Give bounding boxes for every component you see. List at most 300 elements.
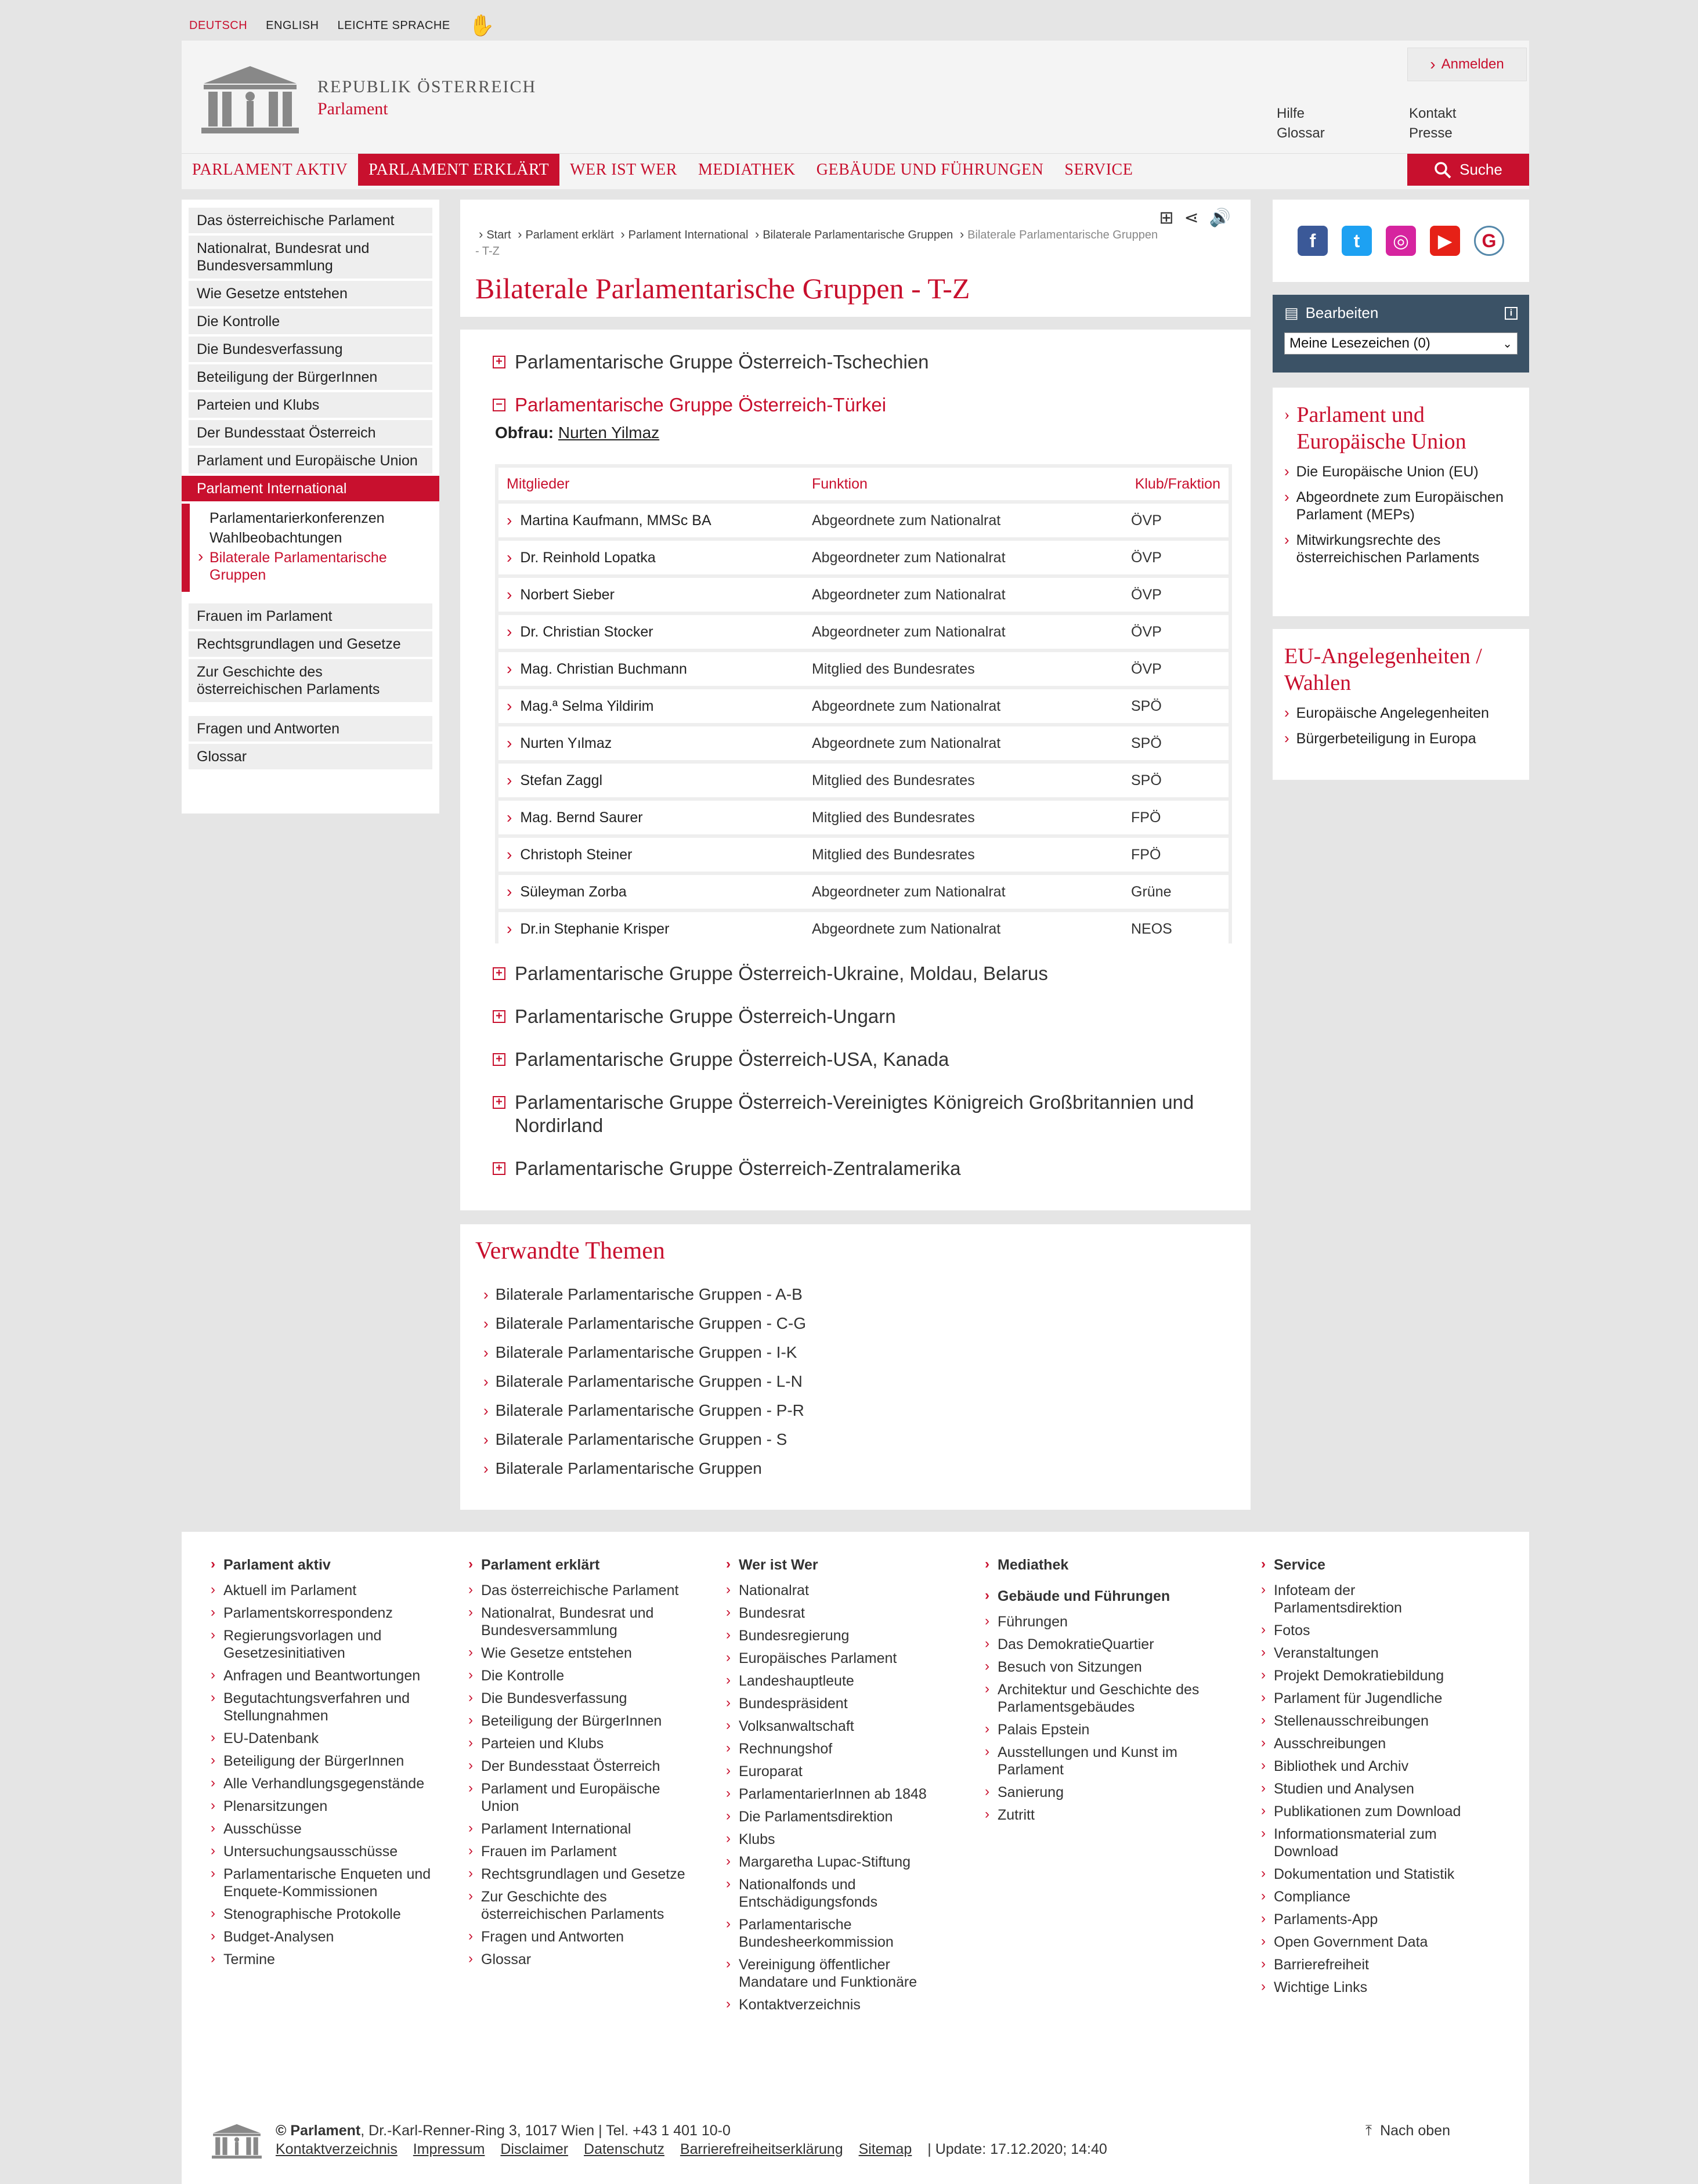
footer-link-label: Alle Verhandlungsgegenstände xyxy=(223,1776,425,1792)
chairperson-name-link[interactable]: Nurten Yilmaz xyxy=(558,424,660,442)
lang-leichte-sprache[interactable]: LEICHTE SPRACHE xyxy=(337,19,450,32)
footer-link-label: Anfragen und Beantwortungen xyxy=(223,1668,421,1684)
logo-text-line2: Parlament xyxy=(317,99,388,118)
search-icon xyxy=(1434,161,1451,179)
login-button[interactable] xyxy=(1407,48,1527,81)
chevron-right-icon: › xyxy=(468,1843,473,1858)
footer-link[interactable] xyxy=(1261,1667,1487,1684)
chevron-right-icon: › xyxy=(1261,1690,1266,1705)
footer-link[interactable] xyxy=(211,1730,437,1747)
chevron-right-icon: › xyxy=(468,1604,473,1620)
footer-link-label: Parlament für Jugendliche xyxy=(1274,1690,1443,1706)
eu-teaser-title[interactable]: › Parlament und Europäische Union xyxy=(1284,402,1518,455)
table-row[interactable] xyxy=(498,504,1229,537)
table-row[interactable] xyxy=(498,541,1229,574)
footer-link-label: Europäisches Parlament xyxy=(739,1650,897,1666)
breadcrumb-item[interactable]: Parlament International xyxy=(628,229,749,241)
leftnav-item[interactable]: Das österreichische Parlament xyxy=(189,208,432,233)
table-row[interactable] xyxy=(498,578,1229,612)
site-logo[interactable] xyxy=(199,62,536,135)
instagram-icon[interactable]: ◎ xyxy=(1386,226,1416,256)
footer-link[interactable] xyxy=(1261,1622,1487,1639)
footer-link[interactable] xyxy=(1261,1712,1487,1730)
footer-link[interactable] xyxy=(1261,1780,1487,1798)
chevron-right-icon: › xyxy=(726,1556,731,1572)
table-header xyxy=(498,468,1229,500)
footer-link[interactable] xyxy=(726,1672,952,1690)
footer-link[interactable] xyxy=(1261,1933,1487,1951)
column-header: Klub/Fraktion xyxy=(1135,475,1220,492)
table-row[interactable] xyxy=(498,875,1229,909)
member-name[interactable]: Mag. Bernd Saurer xyxy=(520,809,643,826)
footer-link[interactable] xyxy=(211,1690,437,1724)
nav-gebaeude-und-fuehrungen[interactable]: GEBÄUDE UND FÜHRUNGEN xyxy=(816,160,1044,179)
footer-link-label: Parlamentskorrespondenz xyxy=(223,1605,393,1621)
lang-english[interactable]: ENGLISH xyxy=(266,19,319,32)
chevron-right-icon: › xyxy=(507,734,512,752)
footer-link[interactable] xyxy=(1261,1825,1487,1860)
accordion-item-open[interactable] xyxy=(493,393,886,417)
footer-link-label: Bundesrat xyxy=(739,1605,805,1621)
accordion-item[interactable] xyxy=(493,1157,960,1180)
related-link[interactable] xyxy=(483,1309,806,1338)
chevron-right-icon: › xyxy=(1284,488,1289,505)
accordion-item[interactable] xyxy=(493,1048,949,1071)
chevron-right-icon: › xyxy=(468,1644,473,1660)
chevron-right-icon: › xyxy=(211,1730,215,1745)
table-row[interactable] xyxy=(498,726,1229,760)
footer-link[interactable] xyxy=(726,1808,952,1825)
footer-link-label: Wichtige Links xyxy=(1274,1979,1368,1995)
footer-link-label: Aktuell im Parlament xyxy=(223,1582,357,1599)
notepad-icon: ▤ xyxy=(1284,304,1299,321)
chevron-right-icon: › xyxy=(1261,1865,1266,1881)
footer-link[interactable] xyxy=(468,1582,695,1599)
footer-link-label: Parteien und Klubs xyxy=(481,1735,604,1752)
expand-icon: + xyxy=(493,1053,505,1066)
related-link[interactable] xyxy=(483,1425,806,1454)
footer-link[interactable] xyxy=(468,1888,695,1923)
footer-link-label: Zur Geschichte des österreichischen Parlaments xyxy=(481,1889,664,1922)
table-row[interactable] xyxy=(498,838,1229,872)
breadcrumb-item[interactable]: Start xyxy=(486,229,511,241)
eu-teaser-link[interactable] xyxy=(1284,463,1518,480)
nav-wer-ist-wer[interactable]: WER IST WER xyxy=(570,160,677,179)
chevron-right-icon: › xyxy=(211,1843,215,1858)
footer-link[interactable] xyxy=(726,1627,952,1644)
search-label: Suche xyxy=(1459,161,1502,178)
member-name[interactable]: Martina Kaufmann, MMSc BA xyxy=(520,512,711,529)
table-row[interactable] xyxy=(498,689,1229,723)
footer-link-label: Landeshauptleute xyxy=(739,1673,854,1689)
footer-link[interactable] xyxy=(468,1928,695,1946)
leftnav-item[interactable]: Beteiligung der BürgerInnen xyxy=(189,364,432,390)
footer-link[interactable] xyxy=(726,1996,952,2013)
chevron-right-icon: › xyxy=(468,1758,473,1773)
parliament-logo-icon[interactable] xyxy=(211,2121,263,2160)
eu-teaser-box xyxy=(1273,388,1529,616)
related-link[interactable] xyxy=(483,1338,806,1367)
leftnav-item[interactable]: Zur Geschichte des österreichischen Parlaments xyxy=(189,659,432,702)
related-link[interactable] xyxy=(483,1454,806,1483)
member-party: ÖVP xyxy=(1131,512,1162,529)
footer-link[interactable] xyxy=(468,1780,695,1815)
chevron-right-icon: › xyxy=(483,1344,489,1361)
related-link-label: Bilaterale Parlamentarische Gruppen - P-R xyxy=(495,1401,804,1419)
footer-link-label: Publikationen zum Download xyxy=(1274,1803,1461,1820)
member-name[interactable]: Dr. Reinhold Lopatka xyxy=(520,549,656,566)
footer-column-head[interactable] xyxy=(985,1588,1211,1605)
footer-link[interactable] xyxy=(1261,1888,1487,1905)
accordion-item[interactable] xyxy=(493,350,929,374)
footer-link[interactable] xyxy=(726,1876,952,1911)
member-party: ÖVP xyxy=(1131,549,1162,566)
back-to-top-link[interactable] xyxy=(1365,2122,1450,2139)
footer-link[interactable] xyxy=(211,1798,437,1815)
footer-link[interactable] xyxy=(468,1644,695,1662)
footer-column-head-label: Mediathek xyxy=(998,1557,1069,1573)
chevron-right-icon: › xyxy=(483,1460,489,1477)
chevron-right-icon: › xyxy=(726,1853,731,1869)
footer-link-label: Parlament und Europäische Union xyxy=(481,1781,660,1814)
contact-link[interactable]: Kontakt xyxy=(1409,106,1457,121)
page-header-box xyxy=(460,200,1251,317)
leftnav-item[interactable]: Die Kontrolle xyxy=(189,309,432,334)
footer-link[interactable] xyxy=(1261,1690,1487,1707)
footer-link[interactable] xyxy=(1261,1582,1487,1617)
footer-link[interactable] xyxy=(726,1695,952,1712)
chevron-right-icon: › xyxy=(1261,1956,1266,1972)
expand-icon: + xyxy=(493,356,505,368)
member-name[interactable]: Nurten Yılmaz xyxy=(520,735,612,751)
chevron-right-icon: › xyxy=(726,1916,731,1932)
chevron-right-icon: › xyxy=(507,660,512,678)
footer-column xyxy=(985,1556,1211,1829)
footer-link[interactable] xyxy=(468,1735,695,1752)
open-data-icon[interactable]: G xyxy=(1474,226,1504,256)
footer-link-label: Regierungsvorlagen und Gesetzesinitiativen xyxy=(223,1628,382,1661)
footer-link-datenschutz[interactable]: Datenschutz xyxy=(584,2141,664,2157)
footer-link[interactable] xyxy=(726,1582,952,1599)
glossary-link[interactable]: Glossar xyxy=(1277,125,1325,141)
footer-link[interactable] xyxy=(211,1582,437,1599)
footer-link[interactable] xyxy=(1261,1644,1487,1662)
footer-column-head[interactable] xyxy=(468,1556,695,1574)
footer-column-head[interactable] xyxy=(985,1556,1211,1574)
chevron-right-icon: › xyxy=(1261,1780,1266,1796)
eu-teaser-link[interactable] xyxy=(1284,489,1518,523)
footer-link[interactable] xyxy=(468,1865,695,1883)
page-title: Bilaterale Parlamentarische Gruppen - T-Z xyxy=(475,272,970,305)
footer-link[interactable] xyxy=(468,1951,695,1968)
leftnav-item[interactable]: Rechtsgrundlagen und Gesetze xyxy=(189,631,432,657)
share-icon[interactable]: ⋖ xyxy=(1184,208,1199,227)
member-name[interactable]: Dr.in Stephanie Krisper xyxy=(520,920,670,937)
accordion-item[interactable] xyxy=(493,1091,1206,1137)
footer-link[interactable] xyxy=(726,1604,952,1622)
leftnav-subitem[interactable]: Parlamentarierkonferenzen xyxy=(209,510,385,526)
read-aloud-icon[interactable]: 🔊 xyxy=(1209,208,1231,227)
footer-column-head[interactable] xyxy=(726,1556,952,1574)
footer-link-disclaimer[interactable]: Disclaimer xyxy=(500,2141,569,2157)
footer-link[interactable] xyxy=(1261,1758,1487,1775)
footer-link-label: Die Kontrolle xyxy=(481,1668,565,1684)
related-link[interactable] xyxy=(483,1396,806,1425)
footer-link[interactable] xyxy=(985,1784,1211,1801)
footer-link[interactable] xyxy=(726,1717,952,1735)
footer-link[interactable] xyxy=(985,1636,1211,1653)
footer-link[interactable] xyxy=(468,1667,695,1684)
footer-link-label: Sanierung xyxy=(998,1784,1064,1800)
leftnav-item[interactable]: Die Bundesverfassung xyxy=(189,337,432,362)
footer-link[interactable] xyxy=(211,1775,437,1792)
table-row[interactable] xyxy=(498,652,1229,686)
footer-link-label: Infoteam der Parlamentsdirektion xyxy=(1274,1582,1402,1616)
footer-link-label: Bundespräsident xyxy=(739,1695,848,1712)
footer-link[interactable] xyxy=(468,1690,695,1707)
chevron-right-icon: › xyxy=(985,1784,989,1799)
chevron-right-icon: › xyxy=(985,1588,989,1603)
footer-link[interactable] xyxy=(211,1667,437,1684)
chevron-right-icon: › xyxy=(726,1582,731,1597)
footer-link[interactable] xyxy=(1261,1803,1487,1820)
eu-wahlen-title[interactable]: EU-Angelegenheiten / Wahlen xyxy=(1284,644,1482,695)
member-party: ÖVP xyxy=(1131,586,1162,603)
related-link-label: Bilaterale Parlamentarische Gruppen - S xyxy=(495,1430,787,1448)
leftnav-item[interactable]: Frauen im Parlament xyxy=(189,603,432,629)
chevron-right-icon: › xyxy=(468,1780,473,1796)
member-party: SPÖ xyxy=(1131,772,1162,789)
footer-link[interactable] xyxy=(726,1916,952,1951)
footer-link[interactable] xyxy=(211,1951,437,1968)
leftnav-item[interactable]: Fragen und Antworten xyxy=(189,716,432,742)
related-link[interactable] xyxy=(483,1280,806,1309)
nav-parlament-aktiv[interactable]: PARLAMENT AKTIV xyxy=(192,160,348,179)
footer-link-label: Informationsmaterial zum Download xyxy=(1274,1826,1437,1860)
member-name[interactable]: Stefan Zaggl xyxy=(520,772,603,789)
footer-link-impressum[interactable]: Impressum xyxy=(413,2141,485,2157)
footer-link[interactable] xyxy=(468,1843,695,1860)
footer-link-label: Parlament International xyxy=(481,1821,631,1837)
footer-column-head[interactable] xyxy=(1261,1556,1487,1574)
footer-link-label: Nationalrat, Bundesrat und Bundesversammlung xyxy=(481,1605,654,1639)
chevron-right-icon: › xyxy=(211,1690,215,1705)
leftnav-item[interactable]: Glossar xyxy=(189,744,432,769)
footer-link[interactable] xyxy=(211,1820,437,1838)
footer-link[interactable] xyxy=(985,1806,1211,1824)
footer-link-label: Nationalrat xyxy=(739,1582,809,1599)
press-link[interactable]: Presse xyxy=(1409,125,1453,141)
footer-link-label: Plenarsitzungen xyxy=(223,1798,328,1814)
footer-link[interactable] xyxy=(211,1604,437,1622)
twitter-icon[interactable]: t xyxy=(1342,226,1372,256)
eu-teaser-link[interactable] xyxy=(1284,531,1518,566)
chevron-right-icon: › xyxy=(211,1798,215,1813)
nav-mediathek[interactable]: MEDIATHEK xyxy=(698,160,796,179)
lang-deutsch[interactable]: DEUTSCH xyxy=(189,19,248,32)
chevron-right-icon: › xyxy=(1261,1667,1266,1683)
member-name[interactable]: Norbert Sieber xyxy=(520,586,615,603)
footer-link[interactable] xyxy=(1261,1956,1487,1973)
footer-link[interactable] xyxy=(1261,1911,1487,1928)
footer-link[interactable] xyxy=(211,1865,437,1900)
leftnav-item[interactable]: Parteien und Klubs xyxy=(189,392,432,418)
member-name[interactable]: Dr. Christian Stocker xyxy=(520,623,653,640)
chevron-right-icon: › xyxy=(468,1888,473,1904)
leftnav-subitem[interactable]: Wahlbeobachtungen xyxy=(209,530,342,546)
footer-link[interactable] xyxy=(1261,1865,1487,1883)
footer-link-label: ParlamentarierInnen ab 1848 xyxy=(739,1786,927,1802)
related-link[interactable] xyxy=(483,1367,806,1396)
chevron-right-icon: › xyxy=(211,1775,215,1791)
footer-link[interactable] xyxy=(985,1613,1211,1630)
edit-panel xyxy=(1273,295,1529,373)
footer-link-label: Barrierefreiheit xyxy=(1274,1957,1369,1973)
chevron-right-icon: › xyxy=(1284,729,1289,747)
member-party: Grüne xyxy=(1131,883,1172,900)
footer-link-label: Rechnungshof xyxy=(739,1741,833,1757)
table-row[interactable] xyxy=(498,615,1229,649)
chevron-right-icon: › xyxy=(507,511,512,529)
login-label: Anmelden xyxy=(1441,56,1504,72)
leftnav-subitem-current[interactable]: › Bilaterale Parlamentarische Gruppen xyxy=(209,549,432,584)
chevron-right-icon: › xyxy=(507,548,512,566)
footer-link-label: Das DemokratieQuartier xyxy=(998,1636,1154,1653)
footer-link-label: Parlamentarische Enqueten und Enquete-Kommissionen xyxy=(223,1866,431,1900)
footer-link-label: Beteiligung der BürgerInnen xyxy=(481,1713,662,1729)
collapse-icon: − xyxy=(493,399,505,411)
member-name[interactable]: Christoph Steiner xyxy=(520,846,633,863)
footer-link-label: Zutritt xyxy=(998,1807,1035,1823)
footer-link-kontaktverzeichnis[interactable]: Kontaktverzeichnis xyxy=(276,2141,398,2157)
footer-link[interactable] xyxy=(468,1820,695,1838)
chairperson xyxy=(495,424,659,442)
footer-link[interactable] xyxy=(726,1831,952,1848)
member-name[interactable]: Mag.ª Selma Yildirim xyxy=(520,697,654,714)
footer-link-label: Palais Epstein xyxy=(998,1722,1090,1738)
accordion-item[interactable] xyxy=(493,1005,896,1028)
info-icon[interactable]: i xyxy=(1505,307,1518,320)
accordion-item[interactable] xyxy=(493,962,1048,985)
footer-link-label: Stenographische Protokolle xyxy=(223,1906,401,1922)
footer-link[interactable] xyxy=(211,1627,437,1662)
chevron-right-icon: › xyxy=(1261,1712,1266,1728)
leftnav-item[interactable]: Der Bundesstaat Österreich xyxy=(189,420,432,446)
footer-link[interactable] xyxy=(211,1905,437,1923)
update-timestamp: | Update: 17.12.2020; 14:40 xyxy=(927,2141,1107,2157)
member-function: Abgeordnete zum Nationalrat xyxy=(812,512,1001,529)
chevron-right-icon: › xyxy=(1261,1556,1266,1572)
member-function: Abgeordneter zum Nationalrat xyxy=(812,883,1006,900)
footer-link-label: Der Bundesstaat Österreich xyxy=(481,1758,660,1774)
member-function: Abgeordneter zum Nationalrat xyxy=(812,623,1006,640)
leftnav-item[interactable]: Wie Gesetze entstehen xyxy=(189,281,432,306)
leftnav-item[interactable]: Nationalrat, Bundesrat und Bundesversammlung xyxy=(189,236,432,279)
footer-link[interactable] xyxy=(726,1785,952,1803)
footer-link[interactable] xyxy=(468,1758,695,1775)
chevron-right-icon: › xyxy=(985,1721,989,1737)
related-link-label: Bilaterale Parlamentarische Gruppen - C-G xyxy=(495,1314,807,1332)
chevron-right-icon: › xyxy=(985,1744,989,1759)
chevron-right-icon: › xyxy=(468,1928,473,1944)
footer-link[interactable] xyxy=(985,1681,1211,1716)
eu-wahlen-link[interactable] xyxy=(1284,704,1518,722)
member-function: Abgeordneter zum Nationalrat xyxy=(812,549,1006,566)
table-row[interactable] xyxy=(498,764,1229,797)
footer-link[interactable] xyxy=(726,1853,952,1871)
footer-link-label: Dokumentation und Statistik xyxy=(1274,1866,1455,1882)
footer-link-label: Margaretha Lupac-Stiftung xyxy=(739,1854,911,1870)
footer-link[interactable] xyxy=(726,1740,952,1758)
breadcrumb-item[interactable]: Bilaterale Parlamentarische Gruppen xyxy=(763,229,953,241)
table-row[interactable] xyxy=(498,801,1229,834)
member-name[interactable]: Süleyman Zorba xyxy=(520,883,627,900)
accordion-label: Parlamentarische Gruppe Österreich-USA, Kanada xyxy=(515,1048,949,1070)
footer-link[interactable] xyxy=(211,1928,437,1946)
footer-link-label: Begutachtungsverfahren und Stellungnahmen xyxy=(223,1690,410,1724)
chevron-right-icon: › xyxy=(1261,1979,1266,1994)
member-function: Mitglied des Bundesrates xyxy=(812,772,975,789)
table-row[interactable] xyxy=(498,912,1229,946)
chevron-right-icon: › xyxy=(211,1604,215,1620)
breadcrumb-item[interactable]: Parlament erklärt xyxy=(525,229,614,241)
footer-column xyxy=(468,1556,695,1973)
footer-link-label: Stellenausschreibungen xyxy=(1274,1713,1429,1729)
chevron-right-icon: › xyxy=(985,1613,989,1629)
chevron-right-icon: › xyxy=(507,771,512,789)
member-party: SPÖ xyxy=(1131,735,1162,751)
footer-link[interactable] xyxy=(726,1763,952,1780)
nav-parlament-erklaert[interactable]: PARLAMENT ERKLÄRT xyxy=(358,154,559,186)
bookmark-add-icon[interactable]: ⊞ xyxy=(1159,208,1174,227)
leftnav-item[interactable]: Parlament und Europäische Union xyxy=(189,448,432,473)
footer-link-label: Architektur und Geschichte des Parlamentsgebäudes xyxy=(998,1682,1200,1715)
footer-link[interactable] xyxy=(1261,1735,1487,1752)
footer-link[interactable] xyxy=(211,1843,437,1860)
search-button[interactable] xyxy=(1407,154,1529,186)
footer-link[interactable] xyxy=(1261,1979,1487,1996)
eu-teaser-link-label: Die Europäische Union (EU) xyxy=(1296,464,1479,480)
help-link[interactable]: Hilfe xyxy=(1277,106,1305,121)
nav-service[interactable]: SERVICE xyxy=(1064,160,1133,179)
footer-link[interactable] xyxy=(468,1604,695,1639)
footer-link-barrierefreiheit[interactable]: Barrierefreiheitserklärung xyxy=(680,2141,843,2157)
footer-link[interactable] xyxy=(211,1752,437,1770)
youtube-icon[interactable]: ▶ xyxy=(1430,226,1460,256)
footer-link-label: Studien und Analysen xyxy=(1274,1781,1414,1797)
member-name[interactable]: Mag. Christian Buchmann xyxy=(520,660,687,677)
footer-link[interactable] xyxy=(468,1712,695,1730)
footer-link[interactable] xyxy=(985,1658,1211,1676)
footer-link-sitemap[interactable]: Sitemap xyxy=(858,2141,912,2157)
leftnav-item-active[interactable]: Parlament International xyxy=(182,476,439,501)
chevron-right-icon: › xyxy=(211,1865,215,1881)
accordion-label: Parlamentarische Gruppe Österreich-Ungarn xyxy=(515,1006,896,1027)
chevron-right-icon: › xyxy=(1261,1735,1266,1751)
facebook-icon[interactable]: f xyxy=(1298,226,1328,256)
footer-link[interactable] xyxy=(985,1744,1211,1778)
utility-links xyxy=(1277,106,1525,142)
footer-link[interactable] xyxy=(726,1650,952,1667)
footer-column-head[interactable] xyxy=(211,1556,437,1574)
footer-link[interactable] xyxy=(726,1956,952,1991)
eu-wahlen-link[interactable] xyxy=(1284,730,1518,747)
footer-link[interactable] xyxy=(985,1721,1211,1738)
bookmarks-select[interactable] xyxy=(1284,332,1518,355)
sign-language-icon[interactable]: ✋ xyxy=(468,13,496,37)
chevron-right-icon: › xyxy=(483,1431,489,1448)
chevron-right-icon: › xyxy=(726,1785,731,1801)
